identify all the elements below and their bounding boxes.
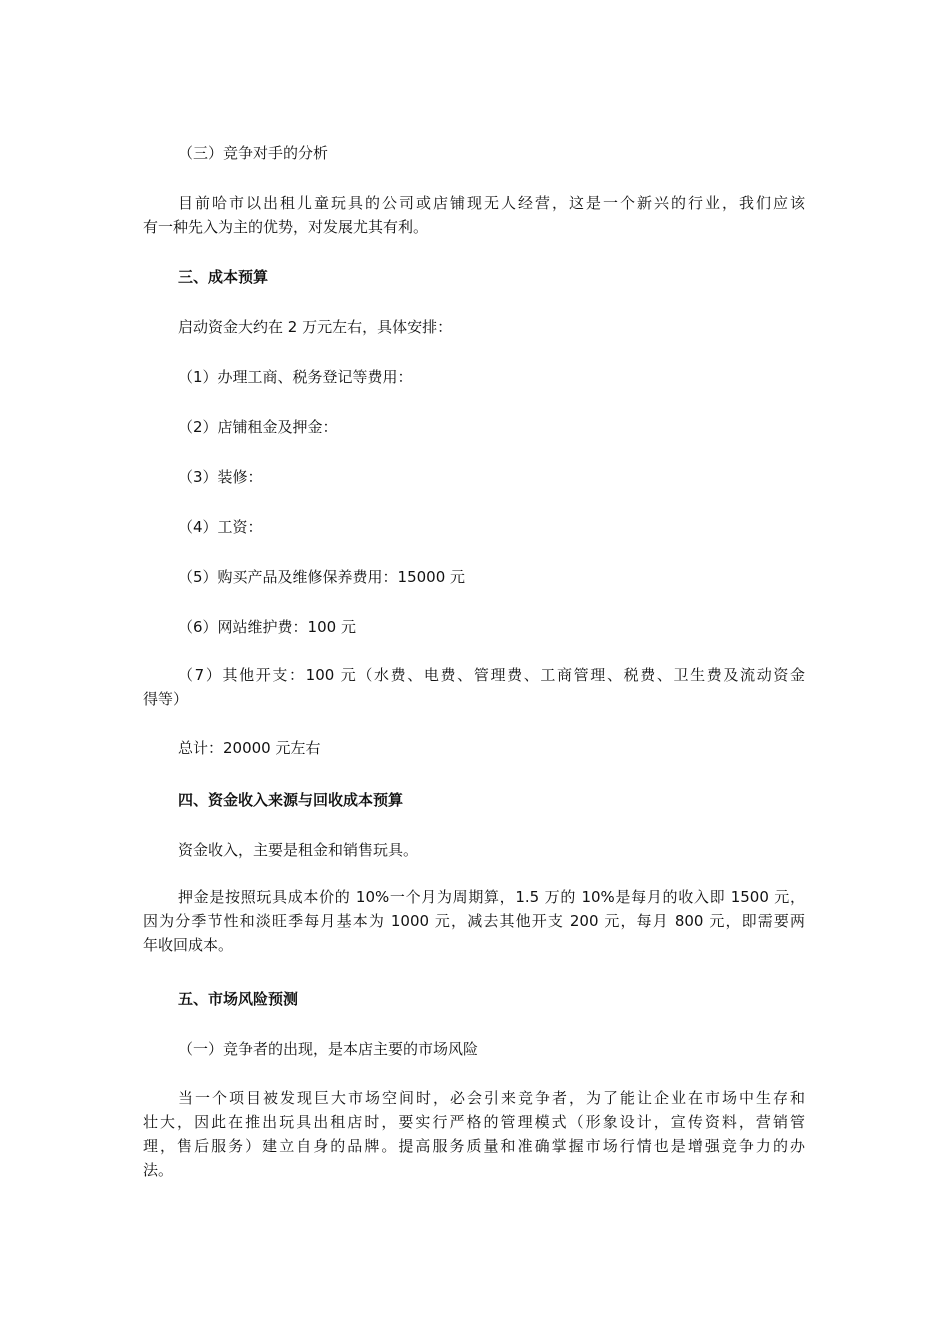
- paragraph-competitors-risk: [143, 1086, 805, 1182]
- text-line: （3）装修：: [178, 468, 263, 486]
- text-line: （5）购买产品及维修保养费用：15000 元: [178, 568, 466, 586]
- text-line: （4）工资：: [178, 518, 263, 536]
- heading-market-risk: [143, 987, 805, 1011]
- text-line: 当一个项目被发现巨大市场空间时，必会引来竞争者，为了能让企业在市场中生存和: [178, 1089, 805, 1107]
- text-line: （6）网站维护费：100 元: [178, 618, 356, 636]
- item-wages: [143, 515, 805, 539]
- text-line: 有一种先入为主的优势，对发展尤其有利。: [143, 218, 429, 236]
- item-renovation: [143, 465, 805, 489]
- paragraph-startup-capital: [143, 315, 805, 339]
- item-registration-fee: [143, 365, 805, 389]
- item-website-maintenance: [143, 615, 805, 639]
- text-line: 壮大，因此在推出玩具出租店时，要实行严格的管理模式（形象设计，宣传资料，营销管: [143, 1113, 805, 1131]
- item-rent-deposit: [143, 415, 805, 439]
- text-line: 得等）: [143, 690, 189, 708]
- text-line: 五、市场风险预测: [178, 990, 299, 1008]
- text-line: 四、资金收入来源与回收成本预算: [178, 791, 404, 809]
- subheading-competitor-analysis: [143, 141, 805, 165]
- text-line: 目前哈市以出租儿童玩具的公司或店铺现无人经营，这是一个新兴的行业，我们应该: [178, 194, 805, 212]
- paragraph-competition: [143, 191, 805, 239]
- text-line: （三）竞争对手的分析: [178, 144, 329, 162]
- text-line: 资金收入，主要是租金和销售玩具。: [178, 841, 419, 859]
- heading-income-sources: [143, 788, 805, 812]
- subheading-competitors-risk: [143, 1037, 805, 1061]
- text-line: 法。: [143, 1161, 174, 1179]
- paragraph-deposit-calculation: [143, 885, 805, 957]
- heading-cost-budget: [143, 265, 805, 289]
- text-line: 启动资金大约在 2 万元左右，具体安排：: [178, 318, 453, 336]
- item-other-expenses: [143, 663, 805, 711]
- paragraph-total: [143, 736, 805, 760]
- text-line: （1）办理工商、税务登记等费用：: [178, 368, 413, 386]
- text-line: （2）店铺租金及押金：: [178, 418, 338, 436]
- text-line: （7）其他开支：100 元（水费、电费、管理费、工商管理、税费、卫生费及流动资金: [178, 666, 805, 684]
- text-line: 三、成本预算: [178, 268, 269, 286]
- text-line: 总计：20000 元左右: [178, 739, 321, 757]
- text-line: 年收回成本。: [143, 936, 234, 954]
- text-line: 因为分季节性和淡旺季每月基本为 1000 元，减去其他开支 200 元，每月 800 元，即需要两: [143, 912, 805, 930]
- text-line: （一）竞争者的出现，是本店主要的市场风险: [178, 1040, 479, 1058]
- text-line: 押金是按照玩具成本价的 10%一个月为周期算，1.5 万的 10%是每月的收入即 1500 元，: [178, 888, 805, 906]
- paragraph-income: [143, 838, 805, 862]
- text-line: 理，售后服务）建立自身的品牌。提高服务质量和准确掌握市场行情也是增强竞争力的办: [143, 1137, 805, 1155]
- item-products-maintenance: [143, 565, 805, 589]
